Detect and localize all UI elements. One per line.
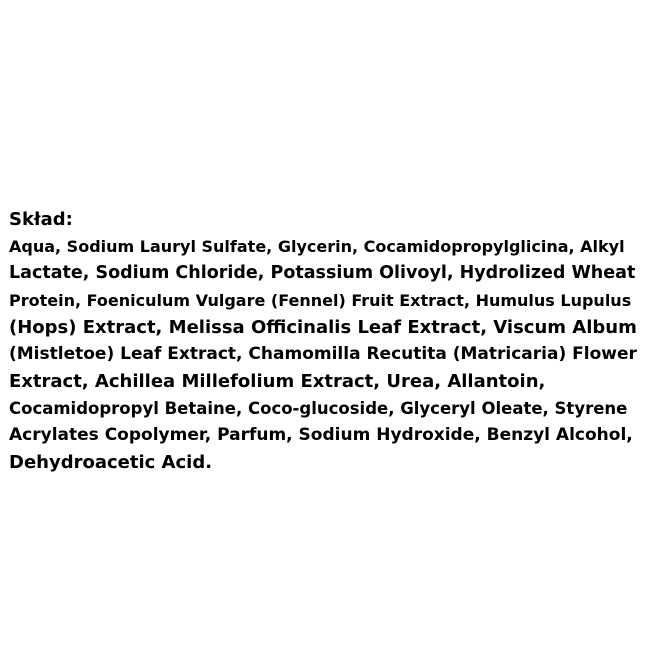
- ingredients-line-3: Protein, Foeniculum Vulgare (Fennel) Fruit Extract, Humulus Lupulus: [9, 291, 632, 310]
- ingredients-line-4: (Hops) Extract, Melissa Officinalis Leaf Extract, Viscum Album: [9, 317, 637, 338]
- ingredients-line-9: Dehydroacetic Acid.: [9, 452, 213, 473]
- ingredients-block: [9, 206, 639, 476]
- ingredients-line-8: Acrylates Copolymer, Parfum, Sodium Hydroxide, Benzyl Alcohol,: [9, 425, 633, 445]
- ingredients-line-2: Lactate, Sodium Chloride, Potassium Olivoyl, Hydrolized Wheat: [9, 263, 636, 283]
- ingredients-heading: Skład:: [9, 209, 73, 230]
- ingredients-line-6: Extract, Achillea Millefolium Extract, Urea, Allantoin,: [9, 371, 546, 392]
- ingredients-line-1: Aqua, Sodium Lauryl Sulfate, Glycerin, Cocamidopropylglicina, Alkyl: [9, 237, 625, 256]
- ingredients-line-5: (Mistletoe) Leaf Extract, Chamomilla Recutita (Matricaria) Flower: [9, 344, 637, 364]
- ingredients-line-7: Cocamidopropyl Betaine, Coco-glucoside, Glyceryl Oleate, Styrene: [9, 399, 628, 418]
